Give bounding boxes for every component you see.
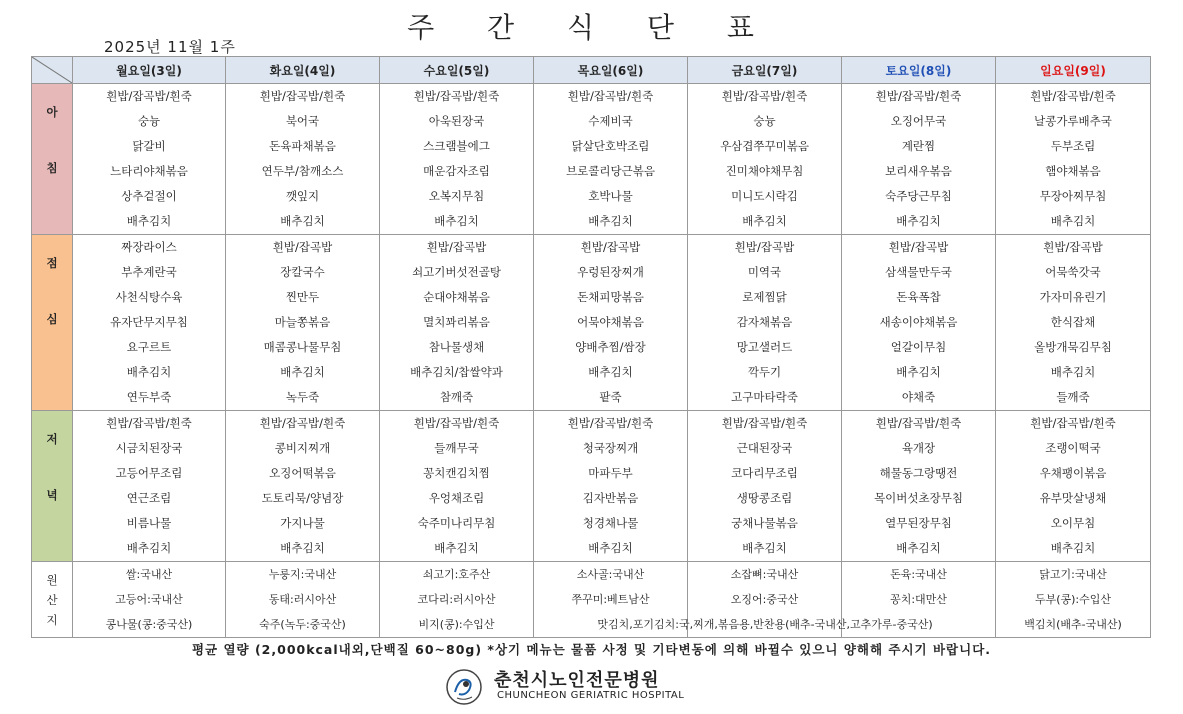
hospital-logo-icon [445,668,483,706]
hospital-name-english: CHUNCHEON GERIATRIC HOSPITAL [497,690,685,701]
origin-item: 코다리:러시아산 [417,593,496,606]
menu-item: 부추계란국 [121,265,177,279]
menu-item: 로제찜닭 [742,290,787,304]
menu-item: 장칼국수 [280,265,325,279]
menu-item: 배추김치 [1050,541,1096,555]
menu-item: 생땅콩조림 [736,491,793,505]
menu-item: 흰밥/잡곡밥/흰죽 [1030,416,1116,430]
menu-item: 목이버섯초장무침 [874,491,963,505]
menu-item: 연두부죽 [126,390,172,404]
menu-item: 무장아찌무침 [1039,189,1107,203]
menu-item: 날콩가루배추국 [1034,114,1112,128]
menu-item: 배추김치 [434,541,479,555]
menu-item: 흰밥/잡곡밥/흰죽 [106,416,192,430]
menu-item: 고구마타락죽 [731,390,798,404]
menu-item: 배추김치 [126,214,172,228]
menu-item: 흰밥/잡곡밥 [888,240,949,254]
menu-item: 배추김치 [126,365,172,379]
meal-label-char: 침 [46,161,58,175]
day-header: 화요일(4일) [226,57,380,84]
menu-item: 흰밥/잡곡밥/흰죽 [106,89,192,103]
menu-item: 감자채볶음 [736,315,793,329]
menu-cell [73,84,226,235]
hospital-name: 춘천시노인전문병원 [494,670,660,691]
menu-item: 닭갈비 [132,139,166,153]
menu-cell [842,411,996,562]
menu-item: 한식잡채 [1050,315,1096,329]
menu-item: 배추김치 [896,365,941,379]
menu-item: 멸치꽈리볶음 [423,315,490,329]
menu-item: 배추김치 [1050,214,1096,228]
meal-label-char: 저 [46,432,58,446]
menu-cell [688,235,842,411]
menu-item: 스크램블에그 [423,139,490,153]
menu-item: 돈육폭찹 [896,290,941,304]
menu-item: 닭살단호박조림 [571,139,650,153]
menu-item: 가지나물 [280,516,325,530]
menu-item: 흰밥/잡곡밥/흰죽 [875,89,962,103]
meal-label-lunch [32,235,73,411]
menu-item: 흰밥/잡곡밥/흰죽 [259,89,346,103]
menu-item: 근대된장국 [736,441,793,455]
menu-item: 우채팽이볶음 [1039,466,1107,480]
menu-cell [996,411,1151,562]
menu-item: 숭늉 [137,114,161,128]
origin-cell [380,562,534,638]
menu-item: 깍두기 [747,365,782,379]
menu-item: 코다리무조림 [731,466,798,480]
menu-cell [688,84,842,235]
weekly-menu-table [31,56,1151,638]
menu-item: 콩비지찌개 [274,441,331,455]
origin-item: 쌀:국내산 [125,568,173,581]
menu-item: 청경채나물 [582,516,639,530]
menu-item: 참깨죽 [439,390,474,404]
menu-item: 돈채피망볶음 [577,290,644,304]
menu-item: 양배추찜/쌈장 [575,340,646,354]
day-header: 월요일(3일) [73,57,226,84]
menu-item: 사천식탕수육 [115,290,183,304]
menu-item: 아욱된장국 [428,114,485,128]
meal-label-char: 녁 [46,488,58,502]
menu-item: 흰밥/잡곡밥/흰죽 [413,416,500,430]
menu-item: 야채죽 [901,390,936,404]
origin-cell [226,562,380,638]
origin-row [32,562,1151,638]
meal-row-dinner [32,411,1151,562]
menu-item: 매콤콩나물무침 [263,340,342,354]
menu-item: 쇠고기버섯전골탕 [412,265,501,279]
menu-item: 상추겉절이 [121,189,177,203]
menu-item: 녹두죽 [285,390,320,404]
menu-item: 매운감자조림 [423,164,490,178]
menu-item: 숭늉 [753,114,776,128]
menu-item: 마늘쫑볶음 [274,315,331,329]
day-header: 목요일(6일) [534,57,688,84]
menu-cell [380,411,534,562]
menu-item: 어묵쑥갓국 [1045,265,1101,279]
menu-item: 배추김치 [434,214,479,228]
menu-item: 흰밥/잡곡밥 [1043,240,1103,254]
menu-item: 수제비국 [588,114,633,128]
menu-cell [380,235,534,411]
menu-item: 육개장 [901,441,936,455]
menu-item: 비름나물 [126,516,172,530]
menu-item: 숙주미나리무침 [417,516,496,530]
meal-label-char: 점 [46,256,58,270]
origin-item: 백김치(배추-국내산) [1024,618,1122,631]
menu-item: 배추김치 [588,214,633,228]
menu-item: 올방개묵김무침 [1034,340,1112,354]
menu-item: 연두부/참깨소스 [261,164,344,178]
menu-item: 흰밥/잡곡밥/흰죽 [875,416,962,430]
menu-item: 우삼겹쭈꾸미볶음 [720,139,809,153]
menu-cell [226,84,380,235]
menu-item: 흰밥/잡곡밥 [734,240,795,254]
menu-item: 요구르트 [126,340,172,354]
origin-item: 소잡뼈:국내산 [730,568,799,581]
menu-cell [73,235,226,411]
menu-item: 흰밥/잡곡밥/흰죽 [567,89,654,103]
menu-cell [380,84,534,235]
menu-item: 우엉채조림 [428,491,485,505]
menu-item: 흰밥/잡곡밥/흰죽 [721,416,808,430]
menu-item: 배추김치 [280,214,325,228]
page-title: 주 간 식 단 표 [407,11,776,44]
menu-item: 얼갈이무침 [890,340,947,354]
menu-item: 새송이야채볶음 [879,315,958,329]
header-row [32,57,1151,84]
menu-item: 오징어무국 [890,114,947,128]
origin-item: 소사골:국내산 [576,568,645,581]
menu-item: 궁채나물볶음 [731,516,798,530]
menu-item: 흰밥/잡곡밥 [580,240,641,254]
origin-item: 두부(콩):수입산 [1034,593,1112,606]
menu-item: 해물동그랑땡전 [879,466,958,480]
menu-item: 배추김치 [280,541,325,555]
menu-item: 찐만두 [285,290,320,304]
menu-item: 우렁된장찌개 [577,265,644,279]
menu-cell [534,84,688,235]
menu-cell [688,411,842,562]
menu-item: 청국장찌개 [582,441,639,455]
menu-item: 들깨죽 [1056,390,1090,404]
menu-item: 느타리야채볶음 [110,164,188,178]
origin-item: 숙주(녹두:중국산) [259,618,346,631]
menu-item: 짜장라이스 [121,240,177,254]
menu-item: 햄야채볶음 [1045,164,1101,178]
menu-item: 김자반볶음 [582,491,639,505]
week-label: 2025년 11월 1주 [104,38,236,56]
menu-item: 마파두부 [588,466,633,480]
menu-cell [996,235,1151,411]
menu-cell [534,235,688,411]
menu-item: 망고샐러드 [736,340,793,354]
menu-item: 보리새우볶음 [885,164,952,178]
menu-item: 참나물생채 [428,340,485,354]
menu-item: 흰밥/잡곡밥/흰죽 [1030,89,1116,103]
menu-item: 꽁치캔김치찜 [423,466,490,480]
menu-item: 흰밥/잡곡밥 [272,240,333,254]
menu-cell [996,84,1151,235]
menu-item: 연근조림 [126,491,172,505]
menu-item: 배추김치 [126,541,172,555]
calorie-note: 평균 열량 (2,000kcal내외,단백질 60~80g) *상기 메뉴는 물품 사정 및 기타변동에 의해 바뀔수 있으니 양해해 주시기 바랍니다. [191,642,992,657]
menu-cell [534,411,688,562]
day-header-sunday: 일요일(9일) [996,57,1151,84]
menu-cell [842,235,996,411]
origin-item: 돈육:국내산 [890,568,947,581]
origin-label [32,562,73,638]
origin-item: 고등어:국내산 [115,593,183,606]
menu-item: 호박나물 [588,189,633,203]
menu-item: 배추김치 [1050,365,1096,379]
origin-kimchi-note: 맛김치,포기김치:국,찌개,볶음용,반찬용(배추-국내산,고추가루-중국산) [597,618,933,631]
menu-item: 열무된장무침 [885,516,952,530]
menu-item: 배추김치/찹쌀약과 [410,365,503,379]
day-header-saturday: 토요일(8일) [842,57,996,84]
menu-item: 흰밥/잡곡밥 [426,240,487,254]
menu-item: 흰밥/잡곡밥/흰죽 [413,89,500,103]
menu-item: 시금치된장국 [115,441,183,455]
corner-cell [32,57,73,84]
menu-item: 깻잎지 [285,189,320,203]
origin-item: 꽁치:대만산 [890,593,947,606]
menu-item: 흰밥/잡곡밥/흰죽 [721,89,808,103]
menu-item: 계란찜 [901,139,936,153]
menu-item: 두부조림 [1050,139,1096,153]
menu-item: 유자단무지무침 [110,315,188,329]
menu-item: 북어국 [285,114,320,128]
meal-row-lunch [32,235,1151,411]
origin-item: 누룽지:국내산 [268,568,337,581]
menu-cell [842,84,996,235]
menu-cell [226,235,380,411]
menu-item: 진미채야채무침 [725,164,804,178]
meal-label-char: 심 [46,312,58,326]
menu-item: 미니도시락김 [731,189,798,203]
menu-item: 삼색물만두국 [885,265,952,279]
meal-label-dinner [32,411,73,562]
menu-item: 유부맛살냉채 [1039,491,1107,505]
menu-item: 배추김치 [742,541,787,555]
menu-cell [226,411,380,562]
origin-item: 쭈꾸미:베트남산 [571,593,650,606]
origin-item: 콩나물(콩:중국산) [105,618,193,631]
menu-item: 오복지무침 [428,189,485,203]
menu-item: 배추김치 [896,214,941,228]
meal-label-breakfast [32,84,73,235]
menu-item: 미역국 [747,265,782,279]
menu-item: 팥죽 [599,390,622,404]
origin-item: 오징어:중국산 [730,593,799,606]
origin-item: 쇠고기:호주산 [422,568,491,581]
menu-item: 배추김치 [588,541,633,555]
origin-label-char: 지 [46,612,58,627]
menu-item: 오이무침 [1050,516,1096,530]
menu-item: 조랭이떡국 [1045,441,1101,455]
origin-label-char: 산 [46,592,58,607]
menu-item: 배추김치 [588,365,633,379]
menu-item: 숙주당근무침 [885,189,952,203]
menu-item: 가자미유린기 [1039,290,1107,304]
menu-item: 배추김치 [742,214,787,228]
menu-item: 흰밥/잡곡밥/흰죽 [567,416,654,430]
day-header: 수요일(5일) [380,57,534,84]
menu-item: 들깨무국 [434,441,479,455]
day-header: 금요일(7일) [688,57,842,84]
meal-label-char: 아 [46,105,58,119]
menu-item: 돈육파채볶음 [269,139,336,153]
menu-item: 오징어떡볶음 [269,466,336,480]
menu-item: 순대야채볶음 [423,290,490,304]
origin-item: 동태:러시아산 [268,593,337,606]
origin-label-char: 원 [46,572,58,587]
menu-item: 배추김치 [280,365,325,379]
menu-item: 고등어무조림 [115,466,183,480]
diagonal-divider [32,57,72,83]
menu-item: 흰밥/잡곡밥/흰죽 [259,416,346,430]
menu-item: 어묵야채볶음 [577,315,644,329]
menu-item: 배추김치 [896,541,941,555]
origin-item: 닭고기:국내산 [1039,568,1107,581]
menu-cell [73,411,226,562]
menu-item: 브로콜리당근볶음 [566,164,655,178]
origin-cell [996,562,1151,638]
origin-item: 비지(콩):수입산 [418,618,495,631]
origin-cell [73,562,226,638]
meal-row-breakfast [32,84,1151,235]
menu-item: 도토리묵/양념장 [261,491,344,505]
